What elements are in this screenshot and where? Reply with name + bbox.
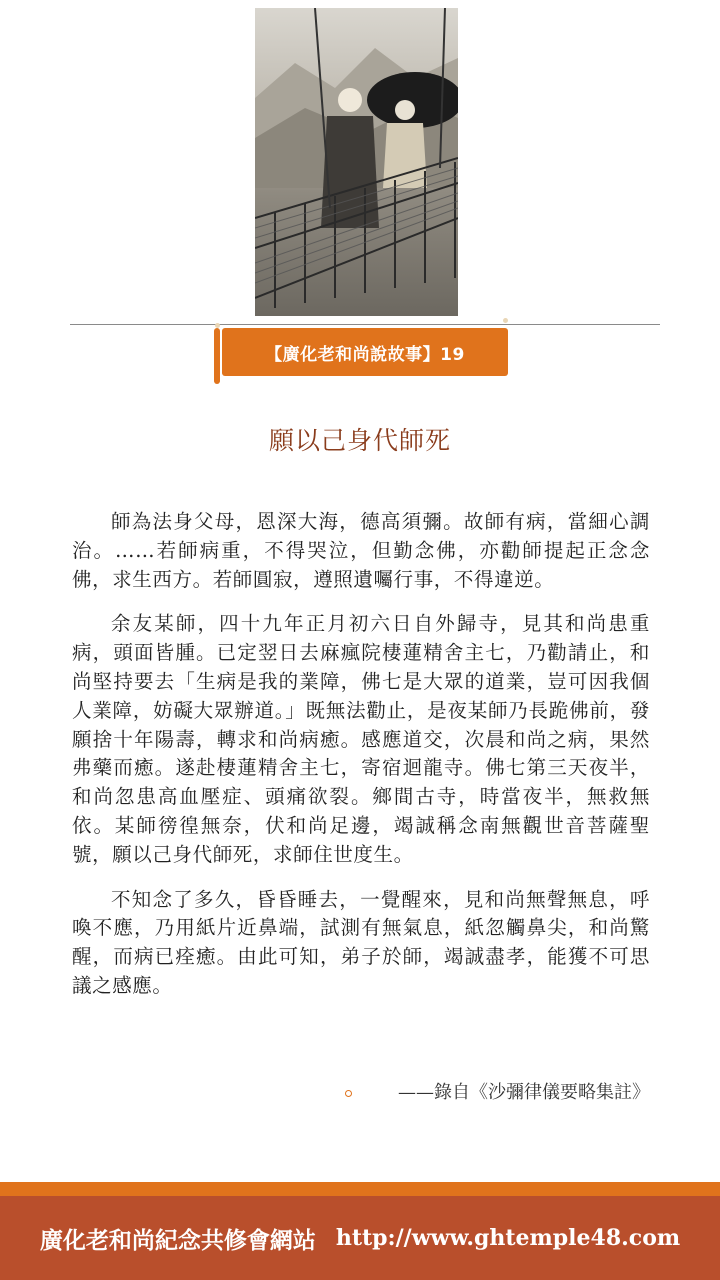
source-bullet-icon <box>345 1090 352 1097</box>
footer <box>0 1196 720 1280</box>
paragraph: 余友某師，四十九年正月初六日自外歸寺，見其和尚患重病，頭面皆腫。已定翌日去麻瘋院棲蓮精舍主七，乃勸請止，和尚堅持要去「生病是我的業障，佛七是大眾的道業，豈可因我個人業障，妨礙大眾辦道。」既無法勸止，是夜某師乃長跪佛前，發願捨十年陽壽，轉求和尚病癒。感應道交，次晨和尚之病，果然弗藥而癒。遂赴棲蓮精舍主七，寄宿迴龍寺。佛七第三天夜半，和尚忽患高血壓症、頭痛欲裂。鄉間古寺，時當夜半，無救無依。某師徬徨無奈，伏和尚足邊，竭誠稱念南無觀世音菩薩聖號，願以己身代師死，求師住世度生。 <box>72 612 650 866</box>
tab-stem <box>214 328 220 384</box>
header-photo <box>255 8 458 316</box>
series-tag: 【廣化老和尚說故事】19 <box>222 328 508 376</box>
header-divider <box>70 324 660 325</box>
paragraph: 師為法身父母，恩深大海，德高須彌。故師有病，當細心調治。……若師病重，不得哭泣，但勤念佛，亦勸師提起正念念佛，求生西方。若師圓寂，遵照遺囑行事，不得違逆。 <box>72 510 650 591</box>
footer-accent-bar <box>0 1182 720 1196</box>
site-url-link[interactable]: http://www.ghtemple48.com <box>335 1225 681 1251</box>
decor-dot <box>503 318 508 323</box>
article-body <box>72 508 650 1017</box>
monks-on-bridge-image <box>255 8 458 316</box>
article-title: 願以己身代師死 <box>268 426 451 455</box>
paragraph: 不知念了多久，昏昏睡去，一覺醒來，見和尚無聲無息，呼喚不應，乃用紙片近鼻端，試測有無氣息，紙忽觸鼻尖，和尚驚醒，而病已痊癒。由此可知，弟子於師，竭誠盡孝，能獲不可思議之感應。 <box>72 887 650 997</box>
source-citation: ——錄自《沙彌律儀要略集註》 <box>398 1082 650 1103</box>
site-name: 廣化老和尚紀念共修會網站 <box>39 1226 316 1254</box>
